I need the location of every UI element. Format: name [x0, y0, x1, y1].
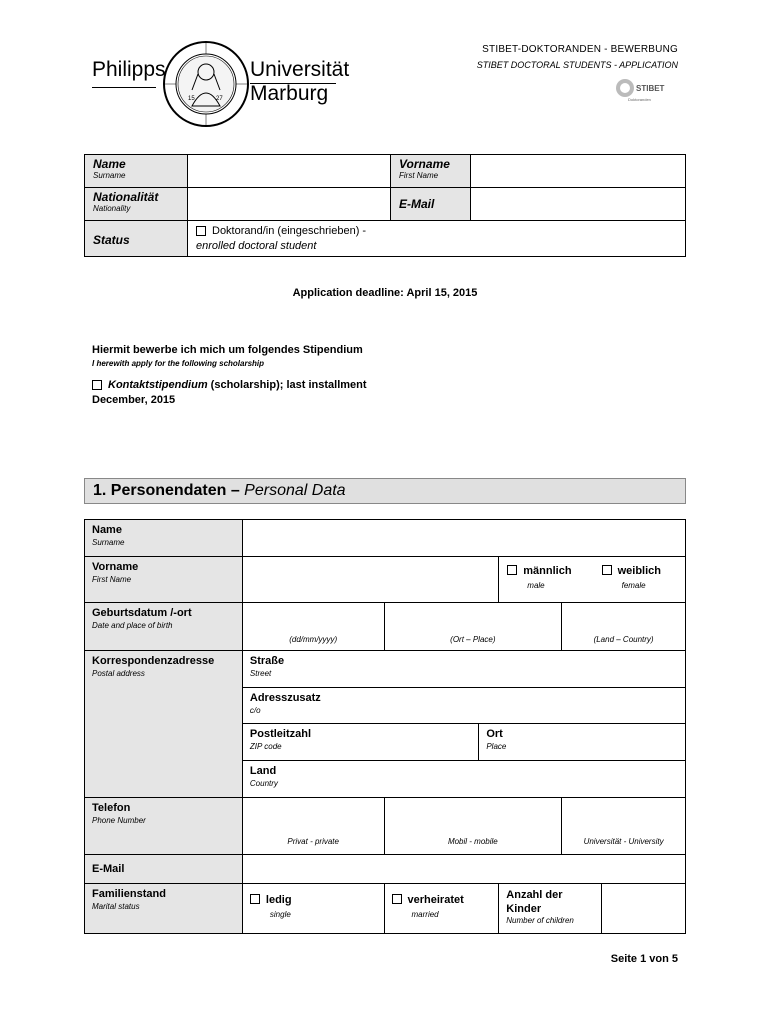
single-label: ledig	[265, 894, 292, 906]
email-label: E-Mail	[399, 197, 435, 211]
university-name-left: Philipps	[92, 58, 166, 81]
surname-label: Name	[92, 524, 122, 536]
address-label: Korrespondenzadresse	[92, 655, 215, 667]
form-title-de: STIBET-DOKTORANDEN - BEWERBUNG	[482, 44, 678, 55]
place-field[interactable]	[479, 724, 686, 761]
status-label: Status	[93, 232, 130, 247]
personal-data-table	[84, 519, 686, 934]
phone-mobile-field[interactable]	[384, 798, 562, 855]
zip-field[interactable]	[242, 724, 478, 761]
phone-label: Telefon	[92, 802, 131, 814]
female-sublabel: female	[621, 581, 646, 590]
female-checkbox[interactable]	[602, 565, 612, 575]
marital-married-option[interactable]	[384, 884, 499, 934]
place-sublabel: Place	[486, 742, 507, 751]
place-label: Ort	[486, 728, 503, 740]
street-field[interactable]	[242, 651, 685, 688]
children-label: Anzahl der Kinder	[506, 889, 563, 915]
birth-place-caption: (Ort – Place)	[450, 635, 496, 644]
gender-female-option[interactable]	[602, 561, 661, 590]
gender-male-option[interactable]	[507, 561, 571, 590]
university-name-right: Universität	[250, 58, 350, 81]
application-deadline: Application deadline: April 15, 2015	[292, 287, 478, 299]
applicant-summary-table	[84, 154, 686, 257]
birth-sublabel: Date and place of birth	[92, 621, 173, 630]
name-label-cell	[85, 155, 188, 188]
firstname-label: Vorname	[399, 157, 450, 171]
country-field[interactable]	[242, 761, 685, 798]
firstname-sublabel: First Name	[399, 171, 439, 180]
scholarship-option[interactable]	[92, 378, 372, 408]
firstname-label-cell	[391, 155, 471, 188]
firstname2-field[interactable]	[242, 557, 498, 603]
birth-place-field[interactable]	[384, 603, 562, 651]
name-field[interactable]	[188, 155, 391, 188]
country-label: Land	[249, 765, 277, 777]
section-title-en: Personal Data	[244, 482, 346, 499]
form-title-en: STIBET DOCTORAL STUDENTS - APPLICATION	[476, 60, 678, 70]
nationality-label-cell	[85, 188, 188, 221]
marital-sublabel: Marital status	[92, 902, 140, 911]
firstname2-label: Vorname	[92, 561, 139, 573]
nationality-field[interactable]	[188, 188, 391, 221]
section-title: 1. Personendaten –	[93, 482, 245, 499]
birth-label-cell	[85, 603, 243, 651]
phone-university-field[interactable]	[562, 798, 686, 855]
married-checkbox[interactable]	[392, 894, 402, 904]
zip-label: Postleitzahl	[249, 728, 312, 740]
children-label-cell	[499, 884, 602, 934]
university-city: Marburg	[250, 82, 329, 105]
female-label: weiblich	[617, 565, 661, 577]
country-sublabel: Country	[249, 779, 278, 788]
phone-university-caption: Universität - University	[583, 837, 664, 846]
status-option[interactable]	[188, 221, 686, 257]
stibet-logo-subtext: Doktoranden	[628, 97, 651, 102]
firstname2-label-cell	[85, 557, 243, 603]
male-sublabel: male	[527, 581, 545, 590]
stibet-logo-text: STIBET	[636, 84, 665, 93]
address-extra-label: Adresszusatz	[249, 692, 321, 704]
birth-date-caption: (dd/mm/yyyy)	[289, 635, 338, 644]
name-sublabel: Surname	[93, 171, 126, 180]
single-checkbox[interactable]	[250, 894, 260, 904]
university-seal-icon	[162, 40, 250, 128]
status-option-de: Doktorand/in (eingeschrieben) -	[212, 224, 367, 237]
email-field[interactable]	[471, 188, 686, 221]
stibet-logo-icon	[614, 76, 666, 104]
seal-year-left: 15	[188, 96, 195, 102]
marital-single-option[interactable]	[242, 884, 384, 934]
phone-sublabel: Phone Number	[92, 816, 146, 825]
single-sublabel: single	[269, 910, 291, 919]
email2-label-cell	[85, 855, 243, 884]
apply-line-en: I herewith apply for the following scholarship	[92, 359, 265, 368]
status-label-cell	[85, 221, 188, 257]
address-sublabel: Postal address	[92, 669, 145, 678]
apply-line-de: Hiermit bewerbe ich mich um folgendes Stipendium	[92, 344, 363, 356]
birth-date-field[interactable]	[242, 603, 384, 651]
firstname-field[interactable]	[471, 155, 686, 188]
male-checkbox[interactable]	[507, 565, 517, 575]
address-label-cell	[85, 651, 243, 798]
birth-country-field[interactable]	[562, 603, 686, 651]
status-option-en: enrolled doctoral student	[196, 239, 317, 252]
address-extra-sublabel: c/o	[249, 706, 261, 715]
logo-underline-left	[92, 87, 156, 88]
marital-label-cell	[85, 884, 243, 934]
children-field[interactable]	[602, 884, 686, 934]
scholarship-checkbox[interactable]	[92, 380, 102, 390]
email-label-cell	[391, 188, 471, 221]
section-header-personal-data	[84, 478, 686, 504]
street-sublabel: Street	[249, 669, 272, 678]
nationality-sublabel: Nationality	[93, 204, 131, 213]
phone-private-field[interactable]	[242, 798, 384, 855]
phone-private-caption: Privat - private	[287, 837, 339, 846]
email2-field[interactable]	[242, 855, 685, 884]
phone-label-cell	[85, 798, 243, 855]
birth-label: Geburtsdatum /-ort	[92, 607, 192, 619]
zip-sublabel: ZIP code	[249, 742, 282, 751]
scholarship-name: Kontaktstipendium	[108, 379, 208, 391]
email2-label: E-Mail	[92, 863, 125, 875]
marital-label: Familienstand	[92, 888, 166, 900]
status-checkbox[interactable]	[196, 226, 206, 236]
seal-year-right: 27	[216, 96, 223, 102]
street-label: Straße	[249, 655, 285, 667]
phone-mobile-caption: Mobil - mobile	[447, 837, 498, 846]
surname-field[interactable]	[242, 520, 685, 557]
male-label: männlich	[523, 565, 572, 577]
surname-label-cell	[85, 520, 243, 557]
children-sublabel: Number of children	[506, 916, 574, 925]
birth-country-caption: (Land – Country)	[593, 635, 654, 644]
married-sublabel: married	[411, 910, 439, 919]
gender-options	[499, 557, 686, 603]
address-extra-field[interactable]	[242, 688, 685, 724]
name-label: Name	[93, 157, 126, 171]
surname-sublabel: Surname	[92, 538, 125, 547]
scholarship-details: (scholarship); last installment December, 2015	[92, 379, 367, 406]
page-number: Seite 1 von 5	[610, 953, 678, 965]
nationality-label: Nationalität	[93, 190, 159, 204]
married-label: verheiratet	[407, 894, 464, 906]
firstname2-sublabel: First Name	[92, 575, 132, 584]
